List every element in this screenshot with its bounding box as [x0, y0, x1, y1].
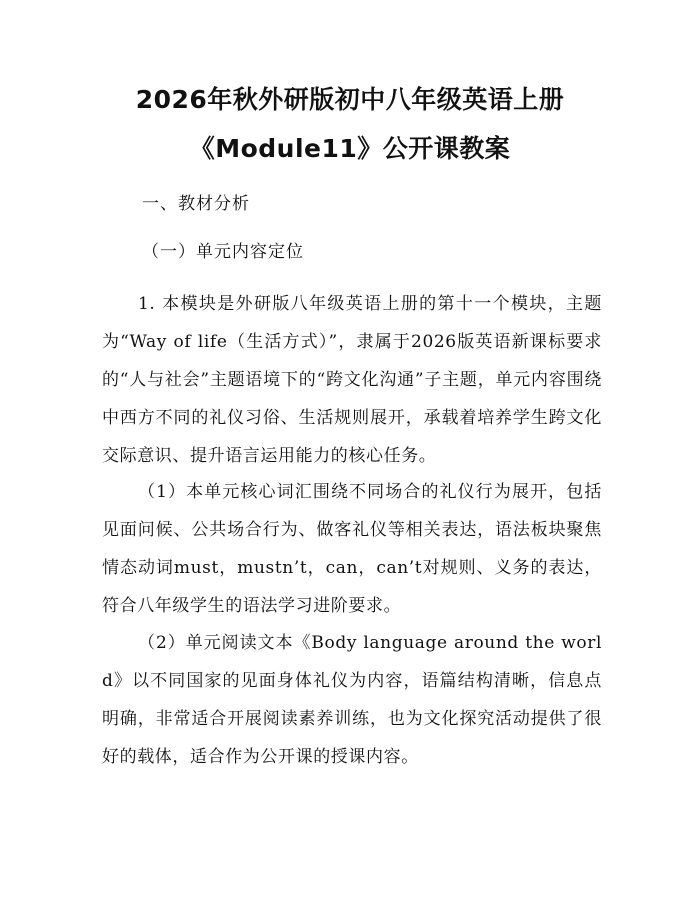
document-title-line-1: 2026年秋外研版初中八年级英语上册 — [135, 85, 565, 114]
section-heading: 一、教材分析 — [142, 194, 250, 214]
paragraph-vocabulary-grammar: （1）本单元核心词汇围绕不同场合的礼仪行为展开，包括见面问候、公共场合行为、做客礼仪等相关表达，语法板块聚焦情态动词must，mustn’t，can，can’t对规则、义务的表达，符合八年级学生的语法学习进阶要求。 — [102, 482, 602, 616]
paragraph-reading-text: （2）单元阅读文本《Body language around the world》以不同国家的见面身体礼仪为内容，语篇结构清晰，信息点明确，非常适合开展阅读素养训练，也为文化探究活动提供了很好的载体，适合作为公开课的授课内容。 — [102, 633, 602, 767]
paragraph-module-overview: 1. 本模块是外研版八年级英语上册的第十一个模块，主题为“Way of life（生活方式）”，隶属于2026版英语新课标要求的“人与社会”主题语境下的“跨文化沟通”子主题，单元内容围绕中西方不同的礼仪习俗、生活规则展开，承载着培养学生跨文化交际意识、提升语言运用能力的核心任务。 — [102, 294, 602, 466]
subsection-heading: （一）单元内容定位 — [142, 242, 304, 262]
document-title-line-2: 《Module11》公开课教案 — [189, 134, 511, 163]
